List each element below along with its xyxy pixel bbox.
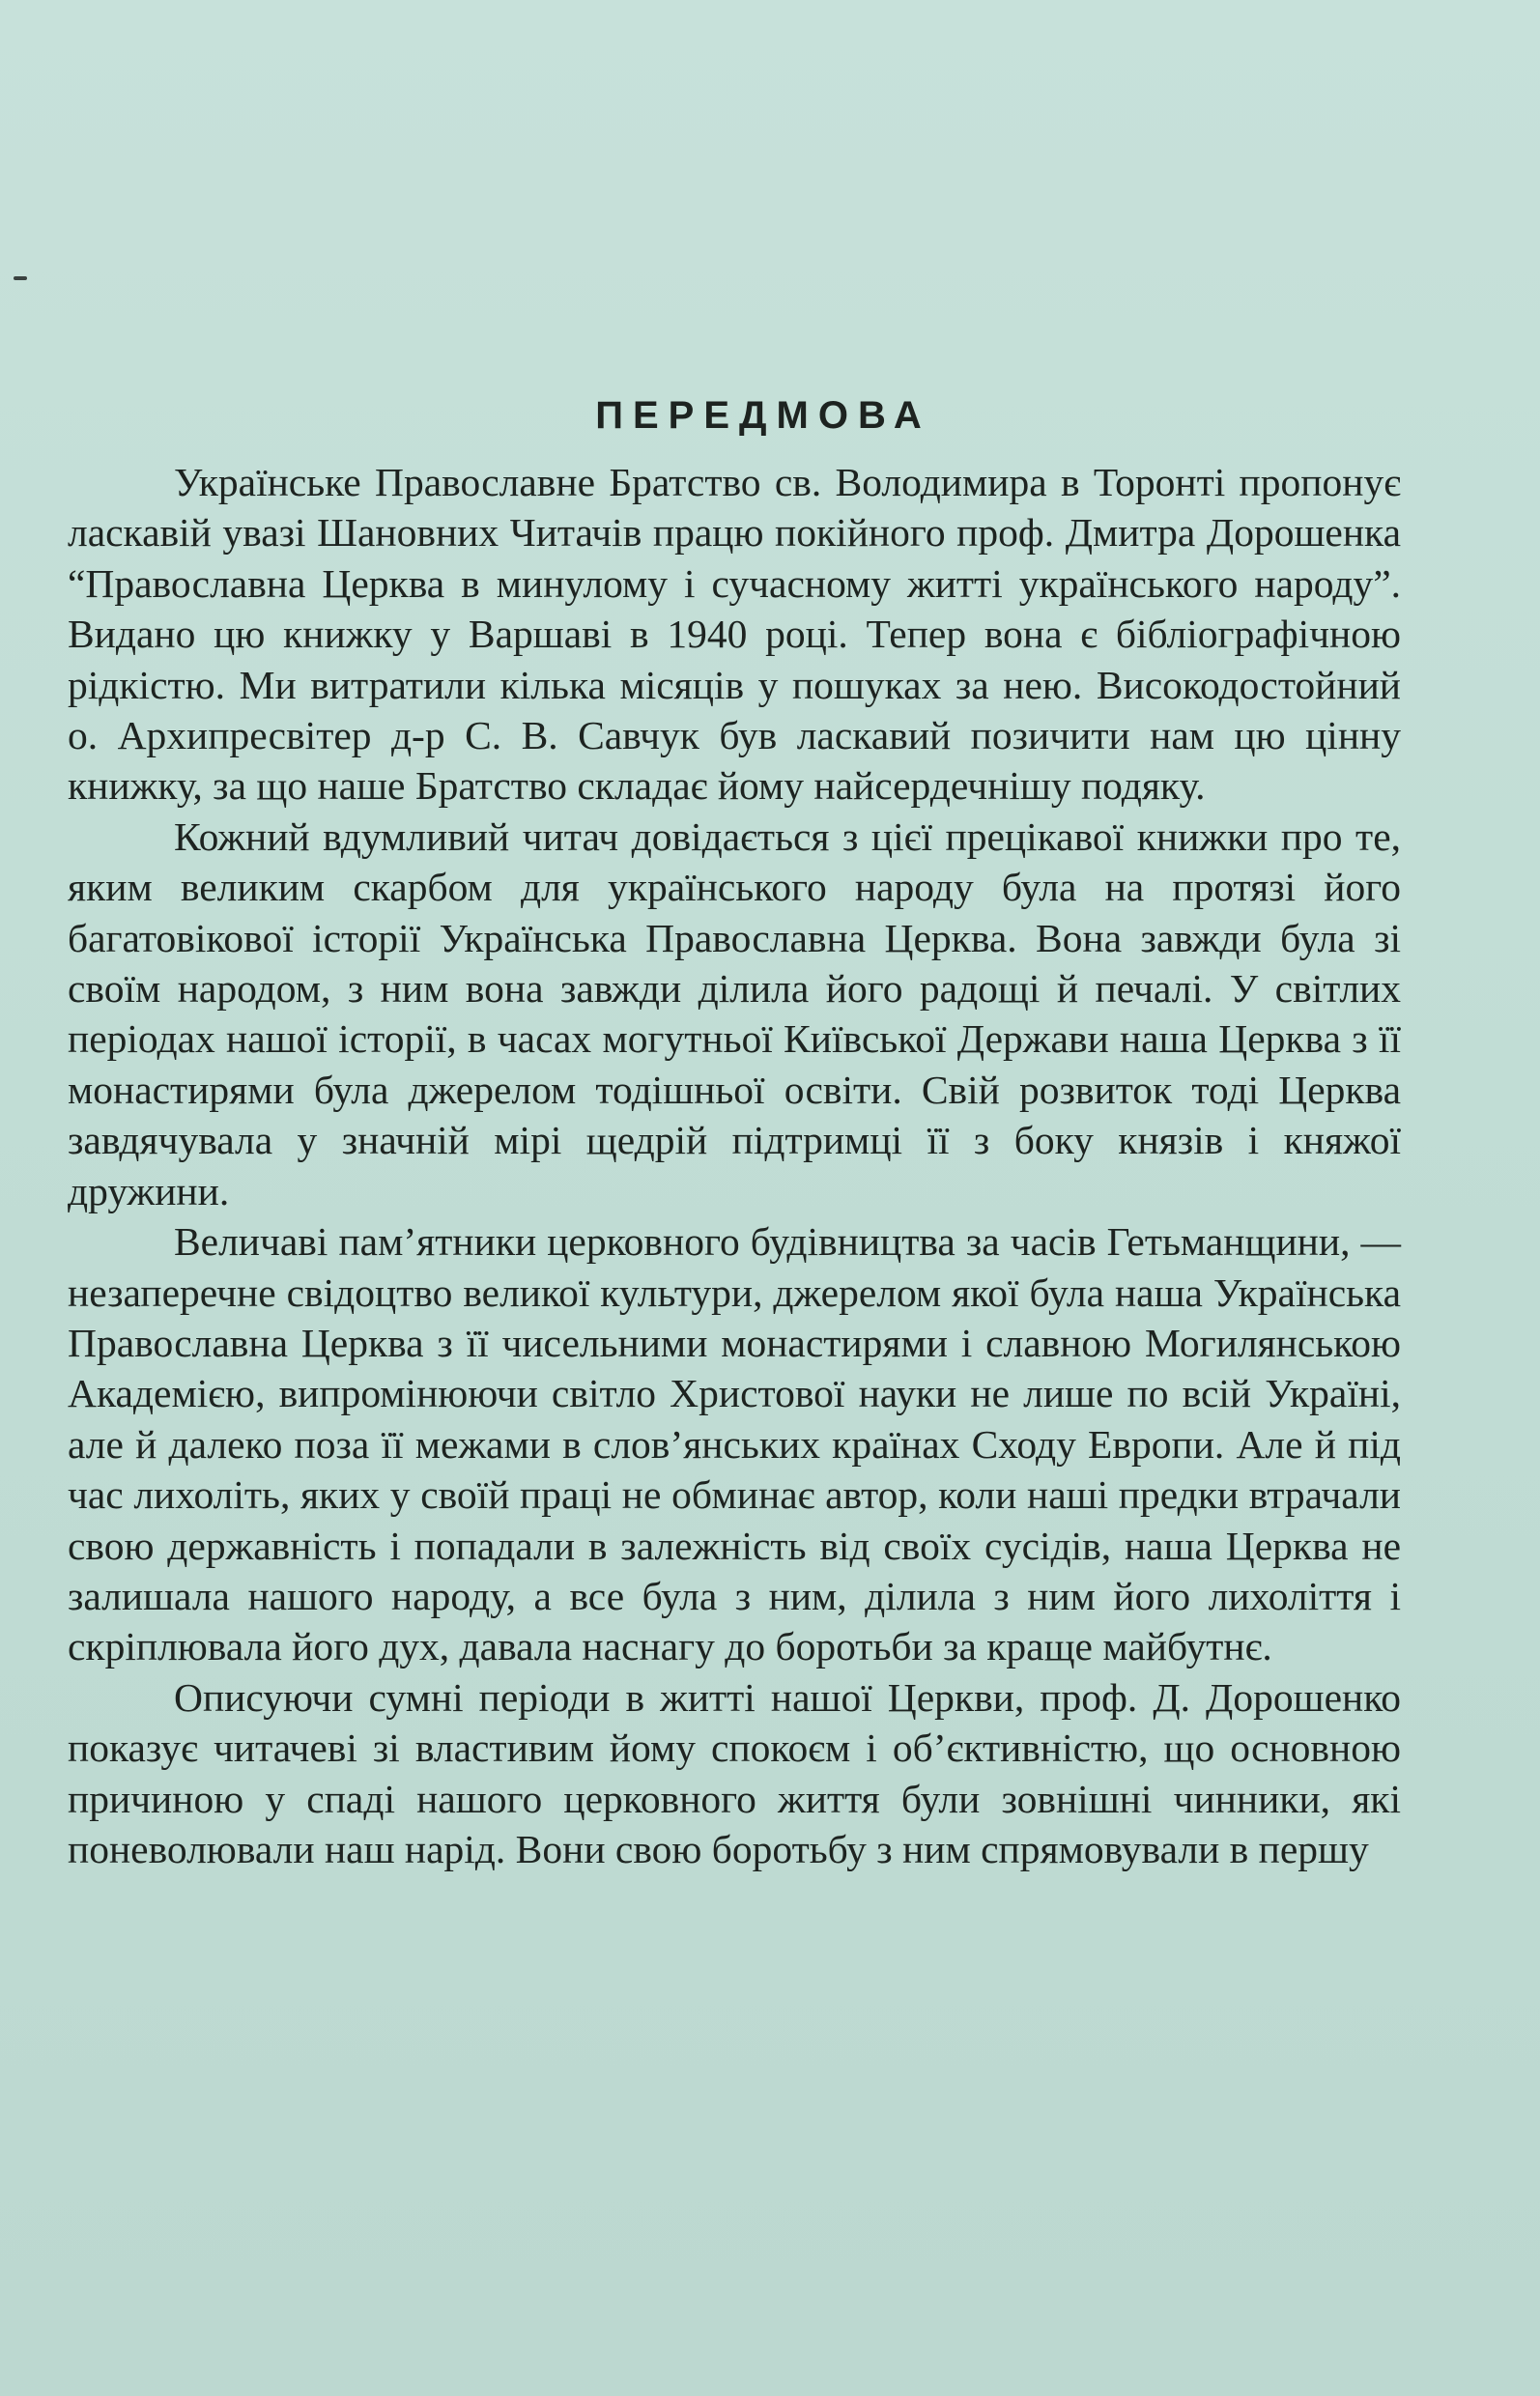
stray-ink-mark xyxy=(14,276,27,280)
paragraph-1: Українське Православне Братство св. Володимира в Торонті пропонує ласкавій увазі Шановних Читачів працю покійного проф. Дмитра Дорошенка “Православна Церква в минулому і сучасному житті українського народу”. Видано цю книжку у Варшаві в 1940 році. Тепер вона є бібліографічною рідкістю. Ми витратили кілька місяців у пошуках за нею. Високодостойний о. Архипресвітер д-р С. В. Савчук був ласкавий позичити нам цю цінну книжку, за що наше Братство складає йому найсердечнішу подяку. xyxy=(68,460,1401,809)
text-block xyxy=(68,394,1401,1874)
paragraph-4: Описуючи сумні періоди в житті нашої Церкви, проф. Д. Дорошенко показує читачеві зі властивим йому спокоєм і об’єктивністю, що основною причиною у спаді нашого церковного життя були зовнішні чинники, які поневолювали наш нарід. Вони свою боротьбу з ним спрямовували в першу xyxy=(68,1674,1401,1871)
paragraph-2: Кожний вдумливий читач довідається з цієї прецікавої книжки про те, яким великим скарбом для українського народу була на протязі його багатовікової історії Українська Православна Церква. Вона завжди була зі своїм народом, з ним вона завжди ділила його радощі й печалі. У світлих періодах нашої історії, в часах могутньої Київської Держави наша Церква з її монастирями була джерелом тодішньої освіти. Свій розвиток тоді Церква завдячувала у значній мірі щедрій підтримці її з боку князів і княжої дружини. xyxy=(68,813,1401,1213)
paragraph-3: Величаві пам’ятники церковного будівництва за часів Гетьманщини, — незаперечне свідоцтво великої культури, джерелом якої була наша Українська Православна Церква з її чисельними монастирями і славною Могилянською Академією, випромінюючи світло Христової науки не лише по всій Україні, але й далеко поза її межами в слов’янських країнах Сходу Европи. Але й під час лихоліть, яких у своїй праці не обминає автор, коли наші предки втрачали свою державність і попадали в залежність від своїх сусідів, наша Церква не залишала нашого народу, а все була з ним, ділила з ним його лихоліття і скріплювала його дух, давала наснагу до боротьби за краще майбутнє. xyxy=(68,1219,1401,1669)
page-title: ПЕРЕДМОВА xyxy=(595,394,931,437)
